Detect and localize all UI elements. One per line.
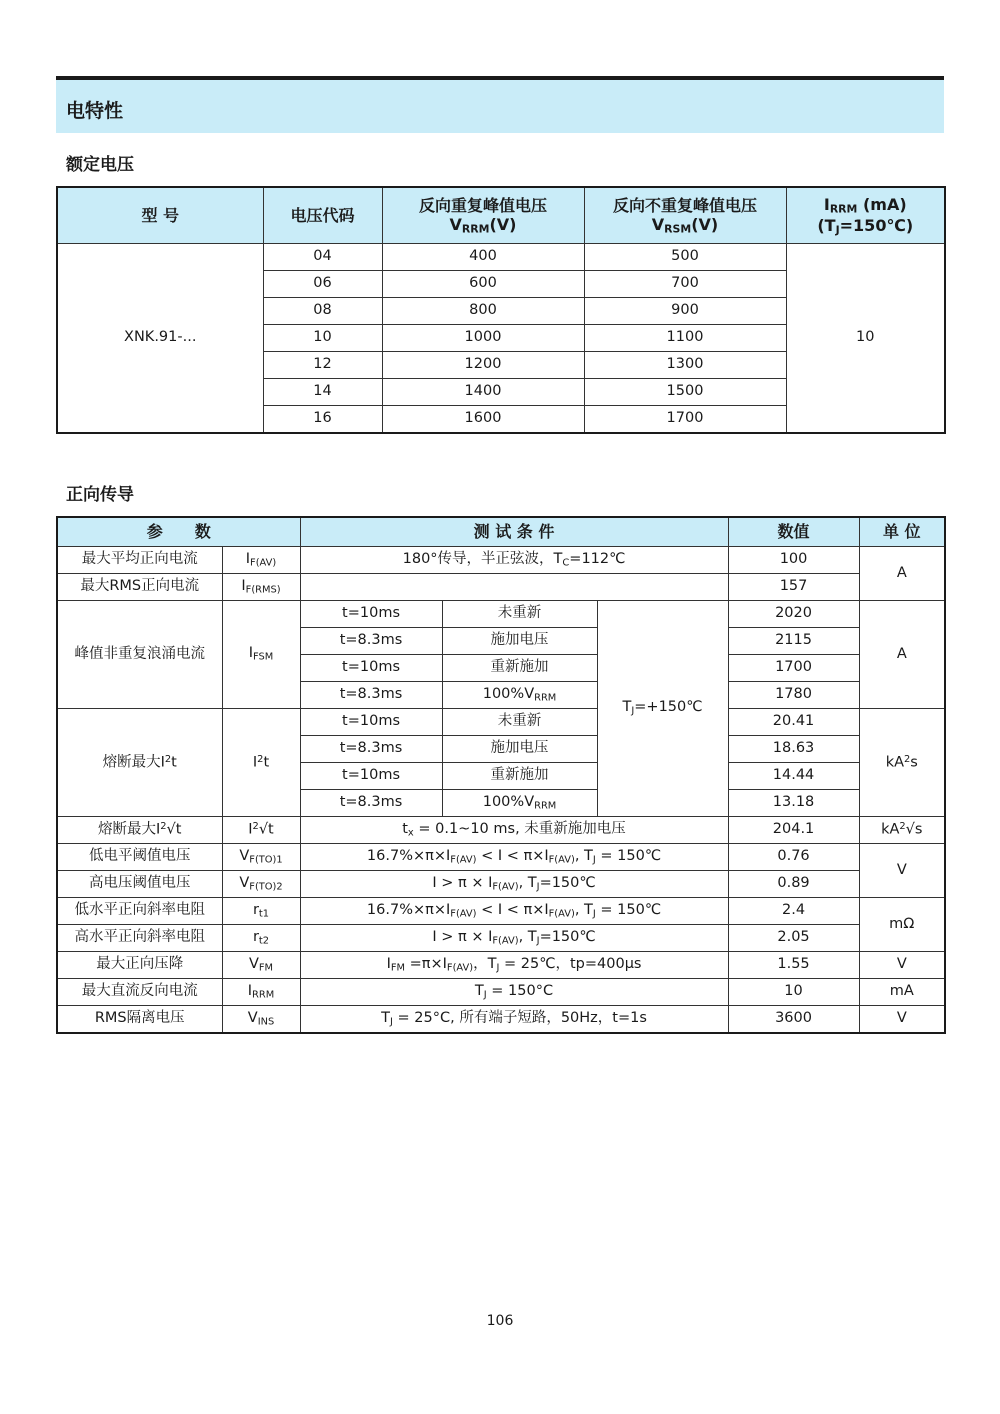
vrsm-cell: 1300 (584, 352, 786, 379)
test-condition (300, 574, 728, 601)
unit-cell: $kA^2s$ (859, 709, 945, 817)
param-name: 峰值非重复浪涌电流 (57, 601, 222, 709)
table-row (57, 952, 945, 979)
param-symbol: $V_{INS}$ (222, 1006, 300, 1034)
code-cell: 04 (263, 244, 382, 271)
param-name: 低水平正向斜率电阻 (57, 898, 222, 925)
condition-cell: 未重新 (442, 709, 597, 736)
value-cell: 2115 (728, 628, 859, 655)
page-number: 106 (486, 1313, 514, 1329)
header-voltage-code: 电压代码 (263, 187, 382, 244)
table-row (57, 925, 945, 952)
header-model: 型 号 (57, 187, 263, 244)
vrsm-cell: 1100 (584, 325, 786, 352)
rated-voltage-table (56, 186, 946, 434)
value-cell: 14.44 (728, 763, 859, 790)
vrsm-cell: 700 (584, 271, 786, 298)
rated-voltage-title: 额定电压 (66, 155, 134, 175)
value-cell: 1.55 (728, 952, 859, 979)
vrsm-cell: 1500 (584, 379, 786, 406)
value-cell: 18.63 (728, 736, 859, 763)
value-cell: 20.41 (728, 709, 859, 736)
condition-cell: 未重新 (442, 601, 597, 628)
table-header-row (57, 517, 945, 547)
test-condition: $I_{FM} =\pi\times I_{F(AV)}$，$T_J$ = 25℃，tp=400μs (300, 952, 728, 979)
value-cell: 10 (728, 979, 859, 1006)
value-cell: 2020 (728, 601, 859, 628)
param-symbol: $r_{t1}$ (222, 898, 300, 925)
time-cell: t=10ms (300, 709, 442, 736)
unit-cell: A (859, 547, 945, 601)
time-cell: t=8.3ms (300, 790, 442, 817)
test-condition: $16.7\%\times\pi\times I_{F(AV)} < I < \pi\times I_{F(AV)}$, $T_J$ = 150℃ (300, 844, 728, 871)
param-name: 最大平均正向电流 (57, 547, 222, 574)
value-cell: 2.4 (728, 898, 859, 925)
value-cell: 100 (728, 547, 859, 574)
irrm-cell: 10 (786, 244, 945, 434)
value-cell: 157 (728, 574, 859, 601)
vrrm-cell: 600 (382, 271, 584, 298)
value-cell: 3600 (728, 1006, 859, 1034)
value-cell: 0.89 (728, 871, 859, 898)
time-cell: t=10ms (300, 763, 442, 790)
test-condition: $T_J = 25^\circ C$, 所有端子短路，50Hz，t=1s (300, 1006, 728, 1034)
code-cell: 10 (263, 325, 382, 352)
table-row (57, 979, 945, 1006)
code-cell: 16 (263, 406, 382, 434)
param-name: 熔断最大$I^2t$ (57, 709, 222, 817)
header-param: 参 数 (57, 517, 300, 547)
table-row (57, 574, 945, 601)
time-cell: t=8.3ms (300, 736, 442, 763)
table-row (57, 709, 945, 736)
vrrm-cell: 1000 (382, 325, 584, 352)
vrrm-cell: 800 (382, 298, 584, 325)
param-name: 高水平正向斜率电阻 (57, 925, 222, 952)
value-cell: 1700 (728, 655, 859, 682)
table-row (57, 871, 945, 898)
unit-cell: V (859, 1006, 945, 1034)
test-condition: $I > \pi \times I_{F(AV)}$, $T_J=150℃$ (300, 871, 728, 898)
condition-cell: 重新施加 (442, 655, 597, 682)
condition-cell: $100\%V_{RRM}$ (442, 682, 597, 709)
vrrm-cell: 400 (382, 244, 584, 271)
vrrm-cell: 1200 (382, 352, 584, 379)
test-condition: $T_J = 150^\circ C$ (300, 979, 728, 1006)
value-cell: 13.18 (728, 790, 859, 817)
header-irrm: $I_{RRM}$ (mA) $(T_J=150℃)$ (786, 187, 945, 244)
vrrm-cell: 1400 (382, 379, 584, 406)
condition-cell: 重新施加 (442, 763, 597, 790)
header-vrsm: 反向不重复峰值电压 $V_{RSM}(V)$ (584, 187, 786, 244)
param-symbol: $r_{t2}$ (222, 925, 300, 952)
param-symbol: $I_{FSM}$ (222, 601, 300, 709)
param-name: 最大直流反向电流 (57, 979, 222, 1006)
param-name: 低电平阈值电压 (57, 844, 222, 871)
value-cell: 1780 (728, 682, 859, 709)
time-cell: t=10ms (300, 655, 442, 682)
table-row (57, 844, 945, 871)
code-cell: 08 (263, 298, 382, 325)
param-symbol: $V_{F(TO)2}$ (222, 871, 300, 898)
forward-conduction-title: 正向传导 (66, 485, 134, 505)
unit-cell: V (859, 952, 945, 979)
param-symbol: $V_{F(TO)1}$ (222, 844, 300, 871)
unit-cell: mA (859, 979, 945, 1006)
table-row (57, 547, 945, 574)
forward-conduction-table (56, 516, 946, 1034)
unit-cell: A (859, 601, 945, 709)
model-cell: XNK.91-... (57, 244, 263, 434)
table-row (57, 1006, 945, 1034)
header-value: 数值 (728, 517, 859, 547)
table-row (57, 244, 945, 271)
table-row (57, 898, 945, 925)
value-cell: 0.76 (728, 844, 859, 871)
header-unit: 单 位 (859, 517, 945, 547)
vrsm-cell: 500 (584, 244, 786, 271)
param-name: 最大RMS正向电流 (57, 574, 222, 601)
code-cell: 06 (263, 271, 382, 298)
vrsm-cell: 900 (584, 298, 786, 325)
value-cell: 2.05 (728, 925, 859, 952)
param-name: RMS隔离电压 (57, 1006, 222, 1034)
param-name: 熔断最大$I^2√t$ (57, 817, 222, 844)
unit-cell: V (859, 844, 945, 898)
unit-cell: mΩ (859, 898, 945, 952)
vrsm-cell: 1700 (584, 406, 786, 434)
table-header-row (57, 187, 945, 244)
table-row (57, 817, 945, 844)
condition-cell: $100\%V_{RRM}$ (442, 790, 597, 817)
condition-cell: 施加电压 (442, 628, 597, 655)
param-symbol: $I^2t$ (222, 709, 300, 817)
param-symbol: $I_{RRM}$ (222, 979, 300, 1006)
unit-cell: $kA^2√s$ (859, 817, 945, 844)
condition-cell: 施加电压 (442, 736, 597, 763)
param-symbol: $I_{F(AV)}$ (222, 547, 300, 574)
param-symbol: $I^2√t$ (222, 817, 300, 844)
test-condition: $16.7\%\times\pi\times I_{F(AV)} < I < \pi\times I_{F(AV)}$, $T_J$ = 150℃ (300, 898, 728, 925)
param-name: 高电压阈值电压 (57, 871, 222, 898)
header-vrrm: 反向重复峰值电压 $V_{RRM}(V)$ (382, 187, 584, 244)
time-cell: t=8.3ms (300, 628, 442, 655)
tj-condition: $T_J=+150℃$ (597, 601, 728, 817)
test-condition: 180°传导，半正弦波，$T_C=112℃$ (300, 547, 728, 574)
param-symbol: $V_{FM}$ (222, 952, 300, 979)
vrrm-cell: 1600 (382, 406, 584, 434)
code-cell: 12 (263, 352, 382, 379)
table-row (57, 601, 945, 628)
param-symbol: $I_{F(RMS)}$ (222, 574, 300, 601)
test-condition: $t_x$ = 0.1~10 ms, 未重新施加电压 (300, 817, 728, 844)
param-name: 最大正向压降 (57, 952, 222, 979)
value-cell: 204.1 (728, 817, 859, 844)
section-title: 电特性 (66, 100, 124, 122)
time-cell: t=8.3ms (300, 682, 442, 709)
time-cell: t=10ms (300, 601, 442, 628)
section-banner (56, 80, 944, 133)
code-cell: 14 (263, 379, 382, 406)
test-condition: $I > \pi \times I_{F(AV)}$, $T_J=150℃$ (300, 925, 728, 952)
header-condition: 测 试 条 件 (300, 517, 728, 547)
